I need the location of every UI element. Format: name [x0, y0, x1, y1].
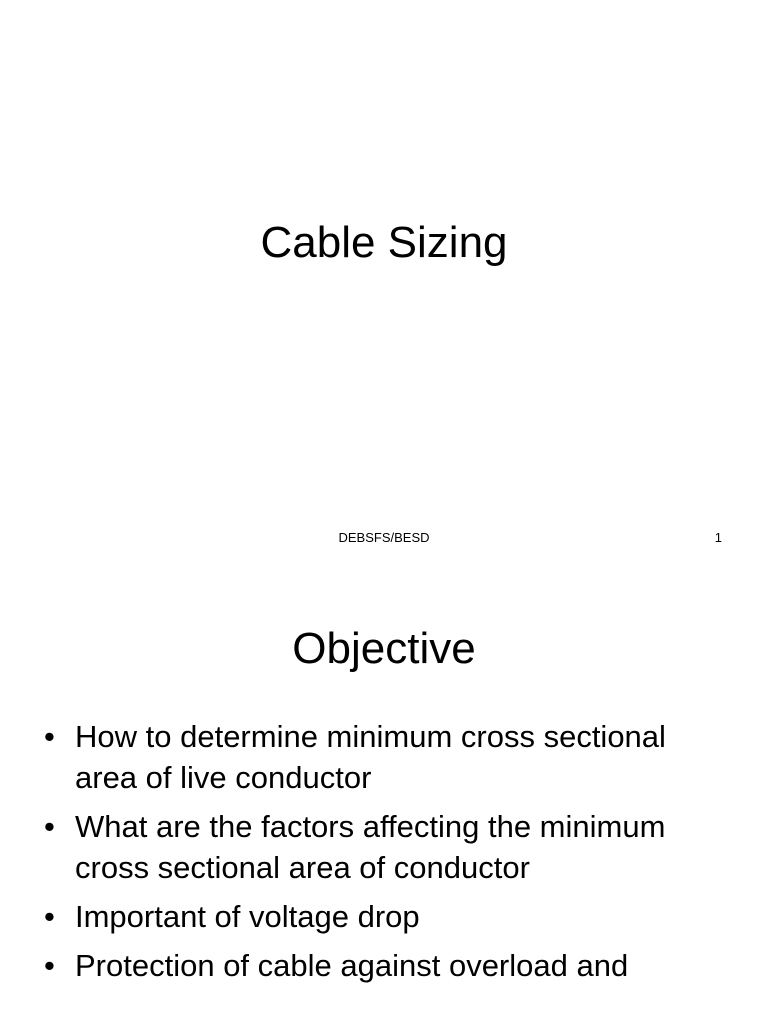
- bullet-icon: •: [44, 948, 55, 983]
- bullet-item: [44, 716, 724, 798]
- slide-2: [0, 576, 768, 1024]
- bullet-list: [44, 716, 724, 994]
- slide-footer: DEBSFS/BESD: [338, 530, 430, 545]
- bullet-icon: •: [44, 899, 55, 934]
- bullet-text: What are the factors affecting the minimum cross sectional area of conductor: [75, 809, 666, 885]
- bullet-item: [44, 896, 724, 937]
- bullet-icon: •: [44, 719, 55, 754]
- bullet-icon: •: [44, 809, 55, 844]
- page-number: 1: [714, 530, 722, 545]
- bullet-text: How to determine minimum cross sectional area of live conductor: [75, 719, 666, 795]
- slide-title: Cable Sizing: [260, 218, 508, 267]
- bullet-item: [44, 945, 724, 986]
- bullet-text: Protection of cable against overload and: [75, 948, 629, 983]
- bullet-text: Important of voltage drop: [75, 899, 420, 934]
- slide-title: Objective: [292, 624, 476, 673]
- bullet-item: [44, 806, 724, 888]
